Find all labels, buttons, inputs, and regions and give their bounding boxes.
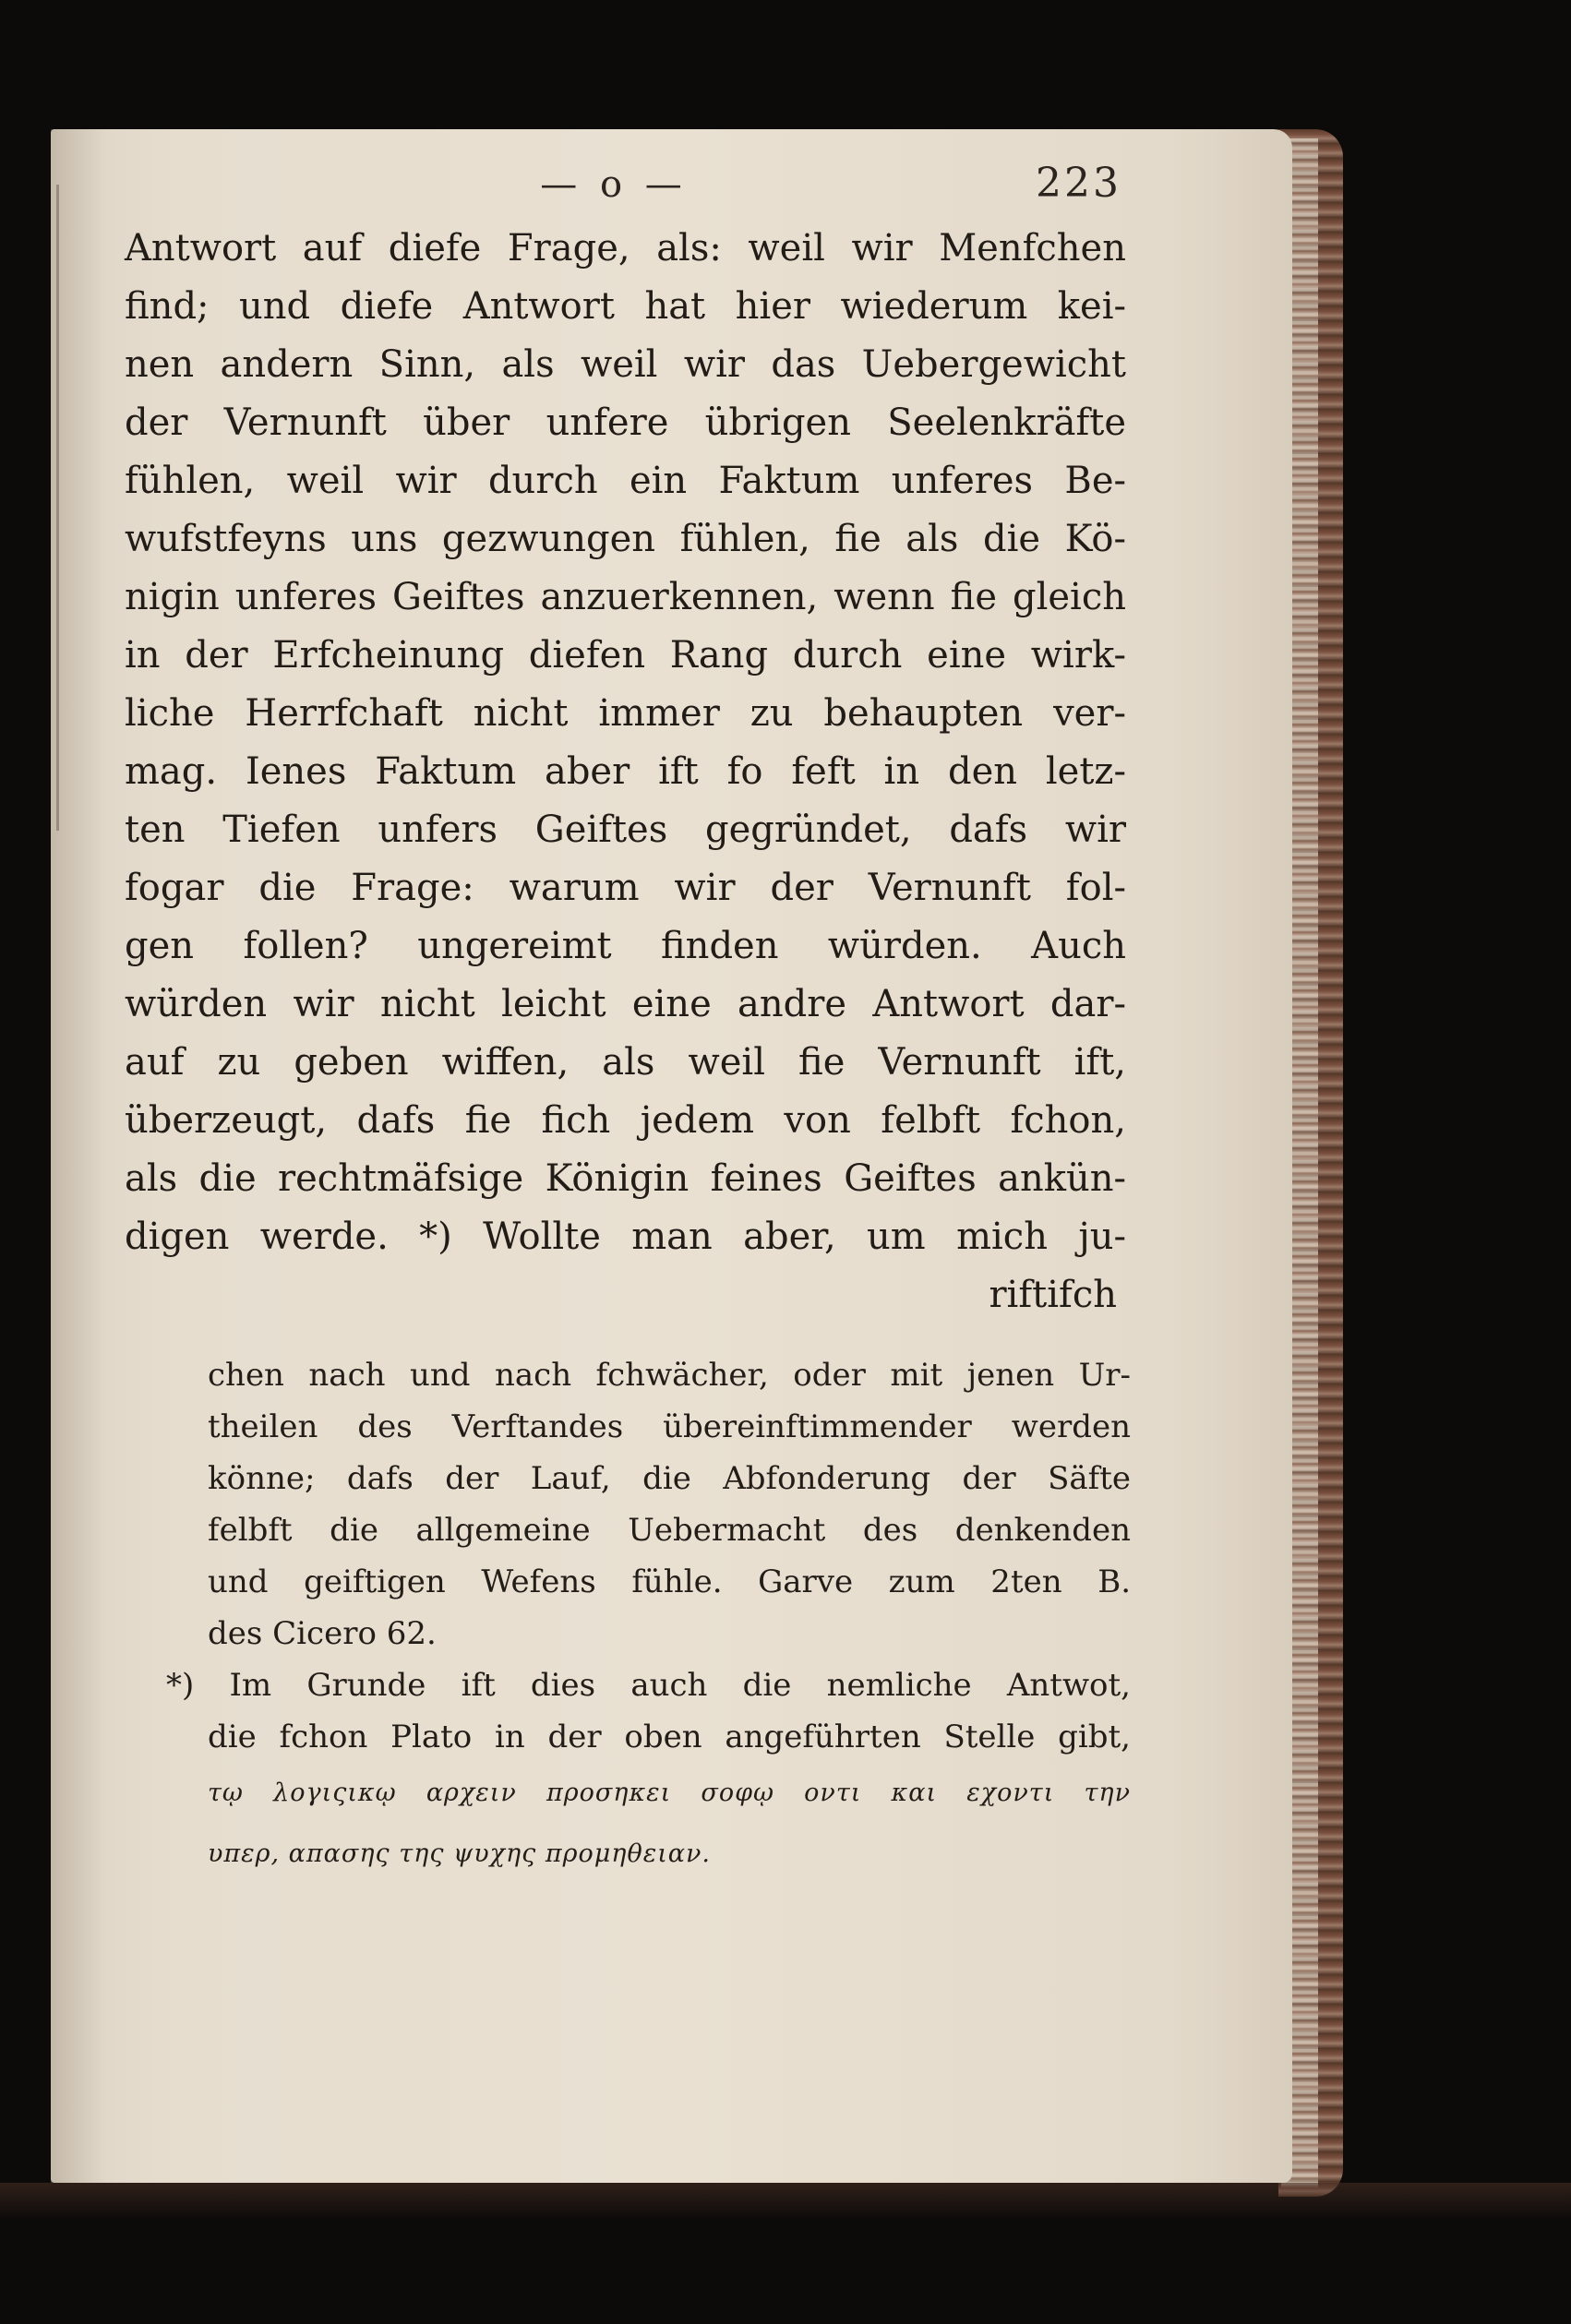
- footnote-line: theilen des Verftandes übereinftimmender werden: [208, 1408, 1131, 1445]
- text-line: gen follen? ungereimt finden würden. Auch: [125, 925, 1126, 967]
- page-gutter-shadow: [51, 129, 106, 2183]
- text-line: find; und diefe Antwort hat hier wiederum kei-: [125, 285, 1126, 328]
- footnote-line: und geiftigen Wefens fühle. Garve zum 2ten B.: [208, 1563, 1131, 1600]
- text-line: würden wir nicht leicht eine andre Antwort dar-: [125, 983, 1126, 1025]
- text-line: mag. Ienes Faktum aber ift fo feft in den letz-: [125, 750, 1126, 793]
- greek-quote-line: τῳ λογιςικῳ αρχειν προσηκει σοφῳ οντι και εχοντι την: [208, 1779, 1131, 1807]
- footnote-line: chen nach und nach fchwächer, oder mit jenen Ur-: [208, 1357, 1131, 1394]
- text-line: digen werde. *) Wollte man aber, um mich ju-: [125, 1216, 1126, 1258]
- header-ornament: — o —: [540, 163, 688, 206]
- page-header: [125, 143, 1126, 217]
- page-number: 223: [1036, 160, 1121, 207]
- footnote-line: könne; dafs der Lauf, die Abfonderung der Säfte: [208, 1460, 1131, 1497]
- text-line: fühlen, weil wir durch ein Faktum unferes Be-: [125, 460, 1126, 502]
- footnote-line: des Cicero 62.: [208, 1615, 437, 1652]
- text-line: auf zu geben wiffen, als weil fie Vernunft ift,: [125, 1041, 1126, 1084]
- footnote-line: die fchon Plato in der oben angeführten Stelle gibt,: [208, 1719, 1131, 1755]
- gutter-line: [56, 185, 59, 831]
- text-line: ten Tiefen unfers Geiftes gegründet, dafs wir: [125, 809, 1126, 851]
- text-line: nigin unferes Geiftes anzuerkennen, wenn fie gleich: [125, 576, 1126, 618]
- footnote-line: felbft die allgemeine Uebermacht des denkenden: [208, 1512, 1131, 1549]
- text-line: überzeugt, dafs fie fich jedem von felbft fchon,: [125, 1099, 1126, 1142]
- catchword: riftifch: [989, 1274, 1117, 1316]
- text-line: nen andern Sinn, als weil wir das Uebergewicht: [125, 343, 1126, 386]
- text-line: Antwort auf diefe Frage, als: weil wir Menfchen: [125, 227, 1126, 270]
- text-line: der Vernunft über unfere übrigen Seelenkräfte: [125, 401, 1126, 444]
- text-line: fogar die Frage: warum wir der Vernunft fol-: [125, 867, 1126, 909]
- footnote-star-line: *) Im Grunde ift dies auch die nemliche Antwot,: [166, 1667, 1131, 1704]
- book-bottom-edge: [0, 2183, 1571, 2220]
- main-text-block: [125, 220, 1126, 1324]
- text-line: als die rechtmäfsige Königin feines Geiftes ankün-: [125, 1157, 1126, 1200]
- text-line: in der Erfcheinung diefen Rang durch eine wirk-: [125, 634, 1126, 677]
- footnote-block: [166, 1349, 1131, 1885]
- greek-quote-line: υπερ, απασης της ψυχης προμηθειαν.: [208, 1839, 712, 1868]
- text-line: liche Herrfchaft nicht immer zu behaupten ver-: [125, 692, 1126, 735]
- text-line: wufstfeyns uns gezwungen fühlen, fie als die Kö-: [125, 518, 1126, 560]
